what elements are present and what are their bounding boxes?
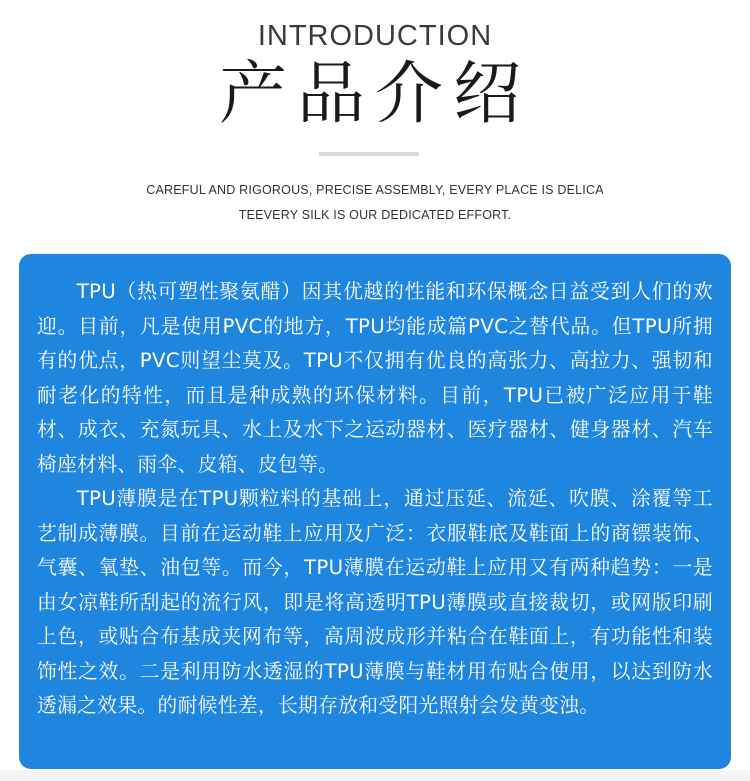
description-paragraph-1: TPU（热可塑性聚氨醋）因其优越的性能和环保概念日益受到人们的欢迎。目前，凡是使用PVC的地方，TPU均能成篇PVC之替代品。但TPU所拥有的优点，PVC则望尘莫及。TPU不仅拥有优良的高张力、高拉力、强韧和耐老化的特性，而且是种成熟的环保材料。目前，TPU已被广泛应用于鞋材、成衣、充氮玩具、水上及水下之运动器材、医疗器材、健身器材、汽车椅座材料、雨伞、皮箱、皮包等。 — [37, 280, 713, 476]
section-title-english: INTRODUCTION — [257, 20, 493, 52]
subtitle — [0, 178, 750, 228]
subtitle-line-1: CAREFUL AND RIGOROUS, PRECISE ASSEMBLY, EVERY PLACE IS DELICA — [146, 183, 604, 197]
title-divider — [319, 152, 419, 156]
subtitle-line-2: TEEVERY SILK IS OUR DEDICATED EFFORT. — [238, 208, 512, 222]
bottom-strip — [0, 770, 750, 781]
description-panel — [19, 254, 731, 769]
description-paragraph-2: TPU薄膜是在TPU颗粒料的基础上，通过压延、流延、吹膜、涂覆等工艺制成薄膜。目前在运动鞋上应用及广泛：衣服鞋底及鞋面上的商镖装饰、气囊、氧垫、油包等。而今，TPU薄膜在运动鞋上应用又有两种趋势：一是由女凉鞋所刮起的流行风，即是将高透明TPU薄膜或直接裁切，或网版印刷上色，或贴合布基成夹网布等，高周波成形并粘合在鞋面上，有功能性和装饰性之效。二是利用防水透湿的TPU薄膜与鞋材用布贴合使用，以达到防水透漏之效果。的耐候性差，长期存放和受阳光照射会发黄变浊。 — [37, 487, 713, 717]
intro-header — [0, 0, 750, 240]
section-title-chinese: 产品介绍 — [218, 55, 531, 134]
